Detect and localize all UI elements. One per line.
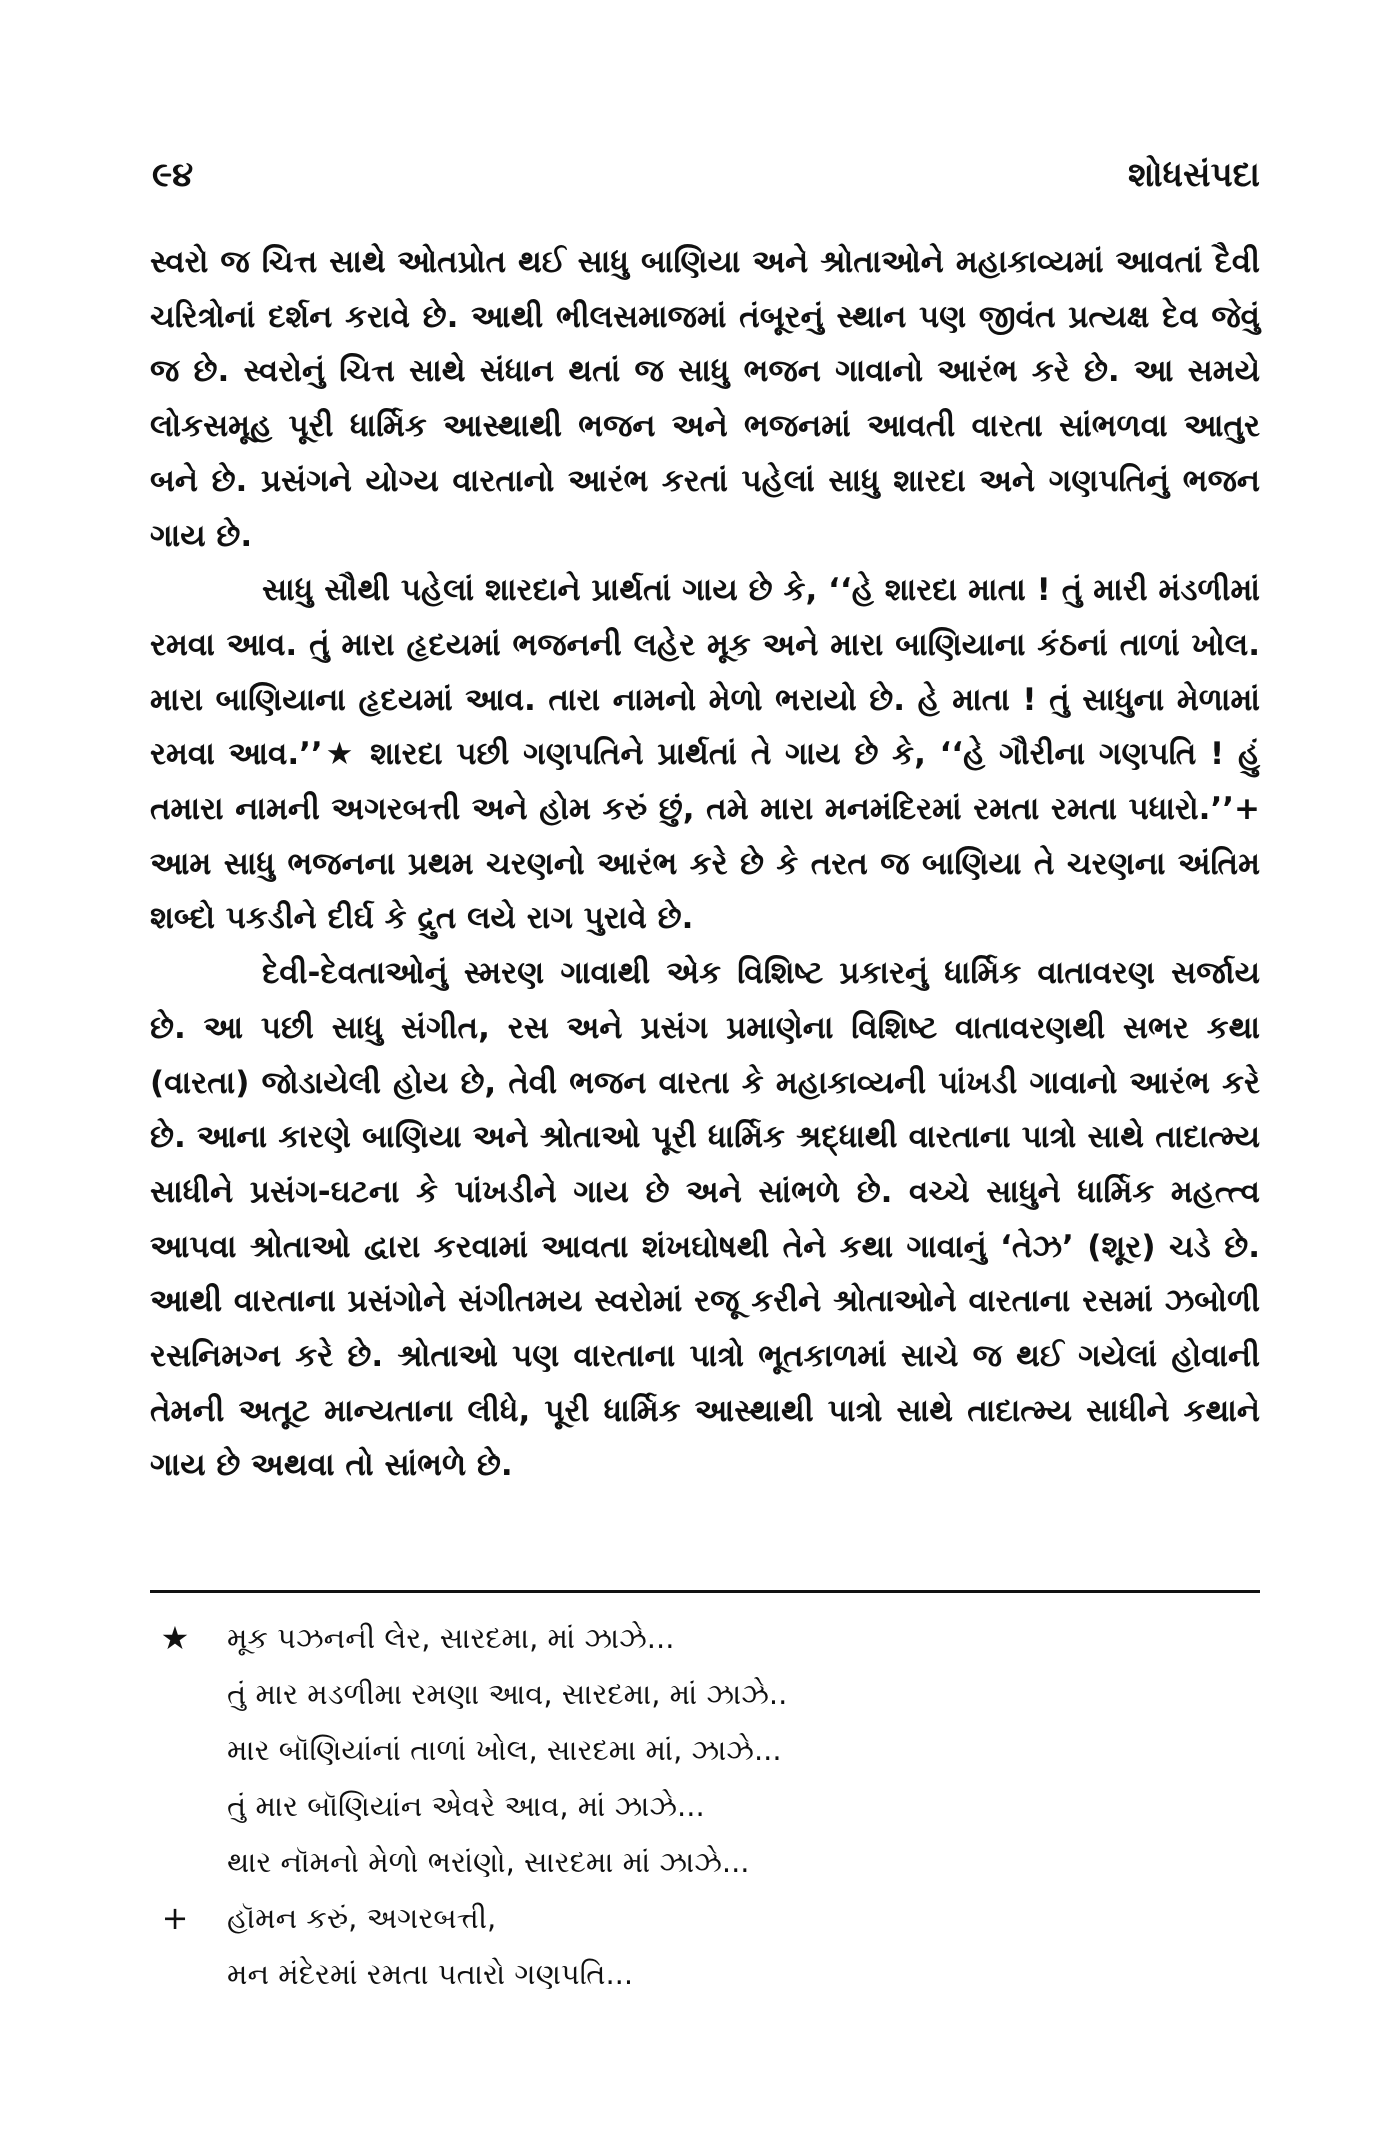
footnote-plus — [150, 1890, 1260, 2002]
page-number: ૯૪ — [152, 155, 194, 195]
footnote-star-marker: ★ — [160, 1619, 190, 1657]
footnote-star — [150, 1610, 1260, 1890]
footnote-line: હૉમન કરું, અગરબત્તી, — [227, 1901, 497, 1935]
paragraph-2: સાધુ સૌથી પહેલાં શારદાને પ્રાર્થતાં ગાય છે કે, ‘‘હે શારદા માતા ! તું મારી મંડળીમાં રમવા આવ. તું મારા હૃદયમાં ભજનની લહેર મૂક અને મારા બાણિયાના કંઠનાં તાળાં ખોલ. મારા બાણિયાના હૃદયમાં આવ. તારા નામનો મેળો ભરાયો છે. હે માતા ! તું સાધુના મેળામાં રમવા આવ.’’★ શારદા પછી ગણપતિને પ્રાર્થતાં તે ગાય છે કે, ‘‘હે ગૌરીના ગણપતિ ! હું તમારા નામની અગરબત્તી અને હોમ કરું છું, તમે મારા મનમંદિરમાં રમતા રમતા પધારો.’’+ આમ સાધુ ભજનના પ્રથમ ચરણનો આરંભ કરે છે કે તરત જ બાણિયા તે ચરણના અંતિમ શબ્દો પકડીને દીર્ઘ કે દ્રુત લયે રાગ પુરાવે છે. — [150, 572, 1260, 937]
book-page — [150, 130, 1260, 2070]
footnote-divider — [150, 1590, 1260, 1593]
footnotes — [150, 1610, 1260, 2002]
body-text — [150, 235, 1260, 1493]
footnote-plus-verse — [227, 1890, 1260, 2002]
footnote-line: તું માર બૉણિયાંન એવરે આવ, માં ઝાઝે... — [227, 1789, 705, 1823]
paragraph-3: દેવી-દેવતાઓનું સ્મરણ ગાવાથી એક વિશિષ્ટ પ્રકારનું ધાર્મિક વાતાવરણ સર્જાય છે. આ પછી સાધુ સંગીત, રસ અને પ્રસંગ પ્રમાણેના વિશિષ્ટ વાતાવરણથી સભર કથા (વારતા) જોડાયેલી હોય છે, તેવી ભજન વારતા કે મહાકાવ્યની પાંખડી ગાવાનો આરંભ કરે છે. આના કારણે બાણિયા અને શ્રોતાઓ પૂરી ધાર્મિક શ્રદ્ધાથી વારતાના પાત્રો સાથે તાદાત્મ્ય સાધીને પ્રસંગ-ઘટના કે પાંખડીને ગાય છે અને સાંભળે છે. વચ્ચે સાધુને ધાર્મિક મહત્ત્વ આપવા શ્રોતાઓ દ્વારા કરવામાં આવતા શંખઘોષથી તેને કથા ગાવાનું ‘તેઝ’ (શૂર) ચડે છે. આથી વારતાના પ્રસંગોને સંગીતમય સ્વરોમાં રજૂ કરીને શ્રોતાઓને વારતાના રસમાં ઝબોળી રસનિમગ્ન કરે છે. શ્રોતાઓ પણ વારતાના પાત્રો ભૂતકાળમાં સાચે જ થઈ ગયેલાં હોવાની તેમની અતૂટ માન્યતાના લીધે, પૂરી ધાર્મિક આસ્થાથી પાત્રો સાથે તાદાત્મ્ય સાધીને કથાને ગાય છે અથવા તો સાંભળે છે. — [150, 955, 1260, 1484]
running-header — [150, 150, 1260, 200]
footnote-line: મૂક પઝનની લેર, સારદમા, માં ઝાઝે... — [227, 1621, 675, 1655]
paragraph-1: સ્વરો જ ચિત્ત સાથે ઓતપ્રોત થઈ સાધુ બાણિયા અને શ્રોતાઓને મહાકાવ્યમાં આવતાં દૈવી ચરિત્રોનાં દર્શન કરાવે છે. આથી ભીલસમાજમાં તંબૂરનું સ્થાન પણ જીવંત પ્રત્યક્ષ દેવ જેવું જ છે. સ્વરોનું ચિત્ત સાથે સંધાન થતાં જ સાધુ ભજન ગાવાનો આરંભ કરે છે. આ સમયે લોકસમૂહ પૂરી ધાર્મિક આસ્થાથી ભજન અને ભજનમાં આવતી વારતા સાંભળવા આતુર બને છે. પ્રસંગને યોગ્ય વારતાનો આરંભ કરતાં પહેલાં સાધુ શારદા અને ગણપતિનું ભજન ગાય છે. — [150, 244, 1260, 554]
footnote-line: થાર નૉમનો મેળો ભરાંણો, સારદમા માં ઝાઝે... — [227, 1845, 750, 1879]
footnote-line: મન મંદેરમાં રમતા પતારો ગણપતિ... — [227, 1957, 634, 1991]
footnote-plus-marker: + — [161, 1899, 189, 1937]
footnote-star-verse — [227, 1610, 1260, 1890]
running-title: શોધસંપદા — [1127, 155, 1260, 195]
footnote-line: માર બૉણિયાંનાં તાળાં ખોલ, સારદમા માં, ઝાઝે... — [227, 1733, 782, 1767]
footnote-line: તું માર મડળીમા રમણા આવ, સારદમા, માં ઝાઝે.. — [227, 1677, 788, 1711]
